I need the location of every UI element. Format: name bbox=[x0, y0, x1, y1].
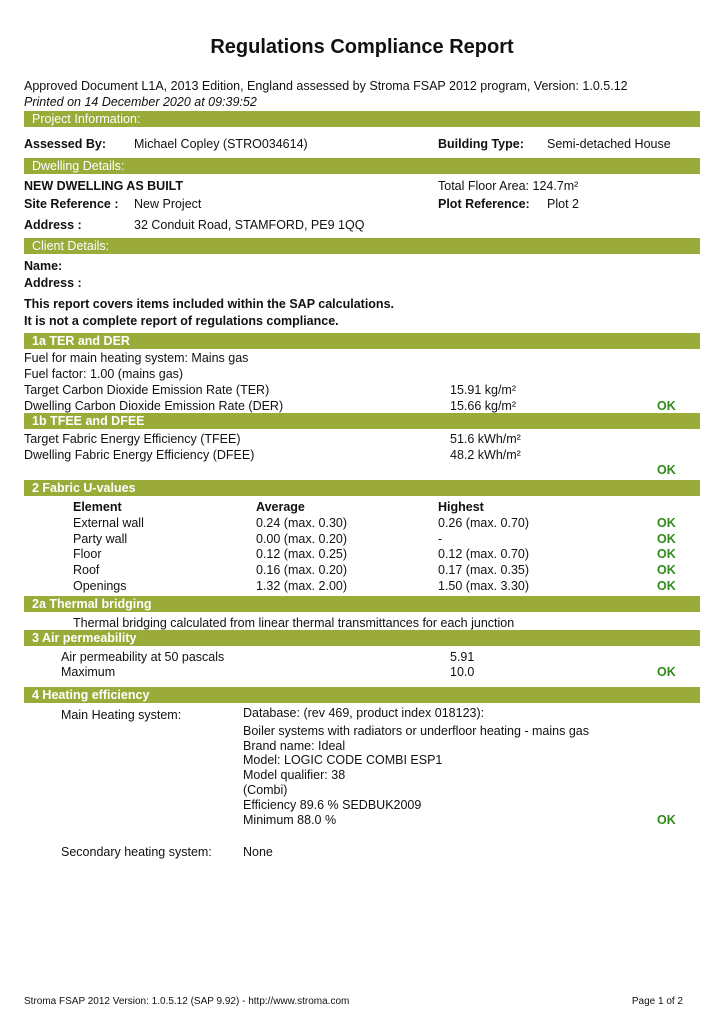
air-permeability-label: Air permeability at 50 pascals bbox=[61, 650, 225, 664]
client-details-header: Client Details: bbox=[24, 238, 700, 254]
ter-der-status: OK bbox=[657, 399, 676, 413]
address-value: 32 Conduit Road, STAMFORD, PE9 1QQ bbox=[134, 218, 365, 232]
address-label: Address : bbox=[24, 218, 82, 232]
main-heating-line: Boiler systems with radiators or underfloor heating - mains gas bbox=[243, 724, 589, 738]
col-average: Average bbox=[256, 500, 305, 514]
row-element: Roof bbox=[73, 563, 100, 577]
main-heating-line: (Combi) bbox=[243, 783, 288, 797]
main-heating-line: Model qualifier: 38 bbox=[243, 768, 346, 782]
plot-reference-label: Plot Reference: bbox=[438, 197, 530, 211]
row-highest: 0.12 (max. 0.70) bbox=[438, 547, 530, 561]
client-name-label: Name: bbox=[24, 259, 63, 273]
dfee-value: 48.2 kWh/m² bbox=[450, 448, 521, 462]
main-heating-line: Model: LOGIC CODE COMBI ESP1 bbox=[243, 753, 443, 767]
row-element: Party wall bbox=[73, 532, 128, 546]
row-highest: 0.26 (max. 0.70) bbox=[438, 516, 530, 530]
building-type-label: Building Type: bbox=[438, 137, 524, 151]
footer-version: Stroma FSAP 2012 Version: 1.0.5.12 (SAP 9.92) - http://www.stroma.com bbox=[24, 996, 350, 1007]
site-reference-value: New Project bbox=[134, 197, 202, 211]
row-element: Openings bbox=[73, 579, 127, 593]
assessed-by-value: Michael Copley (STRO034614) bbox=[134, 137, 308, 151]
main-heating-line: Brand name: Ideal bbox=[243, 739, 346, 753]
row-highest: - bbox=[438, 532, 443, 546]
tfee-value: 51.6 kWh/m² bbox=[450, 432, 521, 446]
ter-der-header: 1a TER and DER bbox=[24, 333, 700, 349]
dfee-label: Dwelling Fabric Energy Efficiency (DFEE) bbox=[24, 448, 255, 462]
der-value: 15.66 kg/m² bbox=[450, 399, 517, 413]
row-highest: 0.17 (max. 0.35) bbox=[438, 563, 530, 577]
col-highest: Highest bbox=[438, 500, 484, 514]
report-notice-2: It is not a complete report of regulations compliance. bbox=[24, 314, 339, 328]
ter-value: 15.91 kg/m² bbox=[450, 383, 517, 397]
main-heating-line: Efficiency 89.6 % SEDBUK2009 bbox=[243, 798, 422, 812]
thermal-bridging-text: Thermal bridging calculated from linear thermal transmittances for each junction bbox=[73, 616, 515, 630]
intro-line: Approved Document L1A, 2013 Edition, England assessed by Stroma FSAP 2012 program, Version: 1.0.5.12 bbox=[24, 79, 628, 93]
thermal-bridging-header: 2a Thermal bridging bbox=[24, 596, 700, 612]
u-values-header: 2 Fabric U-values bbox=[24, 480, 700, 496]
fuel-factor: Fuel factor: 1.00 (mains gas) bbox=[24, 367, 184, 381]
tfee-dfee-status: OK bbox=[657, 463, 676, 477]
air-permeability-header: 3 Air permeability bbox=[24, 630, 700, 646]
footer-page-number: Page 1 of 2 bbox=[631, 996, 683, 1007]
row-status: OK bbox=[657, 532, 676, 546]
main-heating-line: Minimum 88.0 % bbox=[243, 813, 337, 827]
row-element: External wall bbox=[73, 516, 144, 530]
project-info-header: Project Information: bbox=[24, 111, 700, 127]
building-type-value: Semi-detached House bbox=[547, 137, 671, 151]
heating-status: OK bbox=[657, 813, 676, 827]
air-maximum-value: 10.0 bbox=[450, 665, 475, 679]
row-status: OK bbox=[657, 516, 676, 530]
site-reference-label: Site Reference : bbox=[24, 197, 119, 211]
floor-area: Total Floor Area: 124.7m² bbox=[438, 179, 579, 193]
row-average: 0.16 (max. 0.20) bbox=[256, 563, 348, 577]
fuel-main-heating: Fuel for main heating system: Mains gas bbox=[24, 351, 249, 365]
main-heating-label: Main Heating system: bbox=[61, 708, 182, 722]
plot-reference-value: Plot 2 bbox=[547, 197, 579, 211]
tfee-label: Target Fabric Energy Efficiency (TFEE) bbox=[24, 432, 241, 446]
assessed-by-label: Assessed By: bbox=[24, 137, 106, 151]
row-average: 0.12 (max. 0.25) bbox=[256, 547, 348, 561]
row-status: OK bbox=[657, 563, 676, 577]
row-average: 0.00 (max. 0.20) bbox=[256, 532, 348, 546]
col-element: Element bbox=[73, 500, 122, 514]
printed-date: Printed on 14 December 2020 at 09:39:52 bbox=[24, 95, 257, 109]
ter-label: Target Carbon Dioxide Emission Rate (TER) bbox=[24, 383, 270, 397]
row-element: Floor bbox=[73, 547, 102, 561]
air-maximum-label: Maximum bbox=[61, 665, 116, 679]
dwelling-details-header: Dwelling Details: bbox=[24, 158, 700, 174]
tfee-dfee-header: 1b TFEE and DFEE bbox=[24, 413, 700, 429]
der-label: Dwelling Carbon Dioxide Emission Rate (DER) bbox=[24, 399, 284, 413]
air-permeability-value: 5.91 bbox=[450, 650, 475, 664]
row-average: 1.32 (max. 2.00) bbox=[256, 579, 348, 593]
secondary-heating-label: Secondary heating system: bbox=[61, 845, 212, 859]
client-address-label: Address : bbox=[24, 276, 82, 290]
heating-efficiency-header: 4 Heating efficiency bbox=[24, 687, 700, 703]
page-title: Regulations Compliance Report bbox=[210, 36, 514, 58]
row-average: 0.24 (max. 0.30) bbox=[256, 516, 348, 530]
report-notice-1: This report covers items included within the SAP calculations. bbox=[24, 297, 394, 311]
row-highest: 1.50 (max. 3.30) bbox=[438, 579, 530, 593]
secondary-heating-value: None bbox=[243, 845, 273, 859]
air-permeability-status: OK bbox=[657, 665, 676, 679]
dwelling-status: NEW DWELLING AS BUILT bbox=[24, 179, 184, 193]
row-status: OK bbox=[657, 579, 676, 593]
row-status: OK bbox=[657, 547, 676, 561]
main-heating-line: Database: (rev 469, product index 018123): bbox=[243, 706, 485, 720]
